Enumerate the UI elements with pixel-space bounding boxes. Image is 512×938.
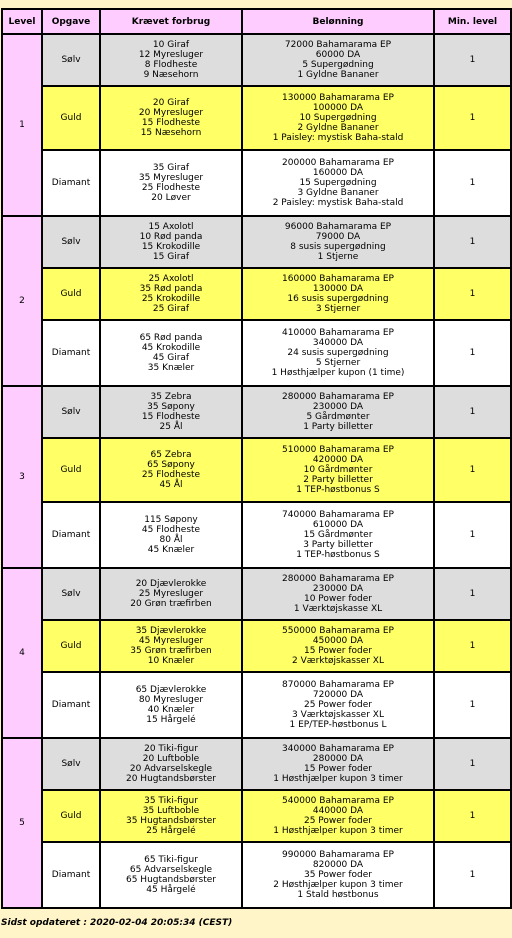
forbrug-line: 35 Søpony (147, 402, 195, 412)
forbrug-line: 25 Ål (159, 422, 183, 432)
forbrug-line: 65 Hugtandsbørster (125, 875, 217, 885)
belonning-line: 440000 DA (312, 806, 364, 816)
belonning-line: 200000 Bahamarama EP (282, 158, 394, 168)
forbrug-line: 45 Myresluger (138, 636, 204, 646)
belonning-line: 1 Værktøjskasse XL (293, 604, 383, 614)
belonning-line: 740000 Bahamarama EP (282, 510, 394, 520)
forbrug-line: 15 Hårgelé (146, 715, 196, 725)
belonning-line: 2 Værktøjskasser XL (292, 656, 384, 666)
belonning-line: 3 Stjerner (315, 304, 361, 314)
forbrug-line: 45 Krokodille (141, 343, 201, 353)
header-row (2, 9, 511, 34)
belonning-cell (242, 790, 434, 842)
forbrug-line: 80 Myresluger (138, 695, 204, 705)
opgave-cell: Diamant (42, 150, 100, 216)
belonning-line: 230000 DA (312, 402, 364, 412)
forbrug-line: 35 Luftboble (142, 806, 200, 816)
rewards-table-container (1, 8, 510, 909)
table-row (2, 268, 511, 320)
belonning-line: 3 Gyldne Bananer (297, 188, 379, 198)
forbrug-cell (100, 268, 242, 320)
min-level-cell: 1 (434, 268, 511, 320)
forbrug-line: 35 Grøn træfirben (130, 646, 212, 656)
table-row (2, 438, 511, 502)
belonning-line: 15 Power foder (303, 646, 372, 656)
belonning-line: 540000 Bahamarama EP (282, 796, 394, 806)
belonning-line: 2 Høsthjælper kupon 3 timer (273, 880, 403, 890)
belonning-cell (242, 34, 434, 86)
min-level-cell: 1 (434, 438, 511, 502)
belonning-line: 1 Stjerne (317, 252, 359, 262)
forbrug-line: 35 Knæler (147, 363, 195, 373)
level-cell: 1 (2, 34, 42, 216)
opgave-cell: Guld (42, 790, 100, 842)
min-level-cell: 1 (434, 568, 511, 620)
belonning-cell (242, 150, 434, 216)
belonning-line: 280000 Bahamarama EP (282, 392, 394, 402)
belonning-line: 2 Party billetter (303, 475, 373, 485)
belonning-cell (242, 438, 434, 502)
forbrug-cell (100, 842, 242, 908)
header-belonning: Belønning (242, 9, 434, 34)
table-row (2, 386, 511, 438)
forbrug-line: 25 Krokodille (141, 294, 201, 304)
forbrug-line: 25 Hårgelé (146, 826, 196, 836)
forbrug-line: 40 Knæler (147, 705, 195, 715)
forbrug-line: 20 Hugtandsbørster (125, 774, 217, 784)
forbrug-cell (100, 34, 242, 86)
belonning-line: 5 Supergødning (302, 60, 374, 70)
forbrug-line: 15 Flodheste (141, 118, 201, 128)
forbrug-line: 10 Knæler (147, 656, 195, 666)
opgave-cell: Diamant (42, 672, 100, 738)
opgave-cell: Sølv (42, 568, 100, 620)
belonning-line: 1 Høsthjælper kupon (1 time) (271, 368, 405, 378)
forbrug-line: 45 Giraf (152, 353, 190, 363)
belonning-line: 10 Supergødning (299, 113, 377, 123)
belonning-line: 3 Værktøjskasser XL (292, 710, 384, 720)
belonning-cell (242, 502, 434, 568)
forbrug-line: 35 Djævlerokke (135, 626, 207, 636)
forbrug-line: 25 Giraf (152, 304, 190, 314)
min-level-cell: 1 (434, 502, 511, 568)
belonning-line: 1 Stald høstbonus (297, 890, 379, 900)
forbrug-line: 25 Flodheste (141, 470, 201, 480)
forbrug-cell (100, 672, 242, 738)
last-updated-footer: Sidst opdateret : 2020-02-04 20:05:34 (CEST) (1, 918, 233, 928)
forbrug-line: 12 Myresluger (138, 50, 204, 60)
belonning-line: 2 Gyldne Bananer (297, 123, 379, 133)
belonning-line: 8 susis supergødning (290, 242, 386, 252)
forbrug-line: 15 Næsehorn (140, 128, 202, 138)
belonning-line: 130000 Bahamarama EP (282, 93, 394, 103)
table-row (2, 86, 511, 150)
forbrug-line: 35 Tiki-figur (144, 796, 198, 806)
header-opgave: Opgave (42, 9, 100, 34)
table-row (2, 842, 511, 908)
belonning-line: 990000 Bahamarama EP (282, 850, 394, 860)
forbrug-line: 35 Myresluger (138, 173, 204, 183)
forbrug-line: 25 Flodheste (141, 183, 201, 193)
table-body (2, 34, 511, 908)
forbrug-line: 80 Ål (159, 535, 183, 545)
belonning-line: 25 Power foder (303, 816, 372, 826)
min-level-cell: 1 (434, 86, 511, 150)
opgave-cell: Diamant (42, 320, 100, 386)
forbrug-line: 20 Luftboble (142, 754, 200, 764)
table-row (2, 34, 511, 86)
table-row (2, 216, 511, 268)
forbrug-line: 45 Flodheste (141, 525, 201, 535)
belonning-line: 1 Høsthjælper kupon 3 timer (273, 774, 403, 784)
min-level-cell: 1 (434, 386, 511, 438)
belonning-line: 100000 DA (312, 103, 364, 113)
belonning-line: 5 Stjerner (315, 358, 361, 368)
belonning-line: 1 Høsthjælper kupon 3 timer (273, 826, 403, 836)
header-level: Level (2, 9, 42, 34)
table-row (2, 620, 511, 672)
opgave-cell: Guld (42, 438, 100, 502)
table-row (2, 502, 511, 568)
forbrug-line: 15 Giraf (152, 252, 190, 262)
belonning-line: 15 Gårdmønter (303, 530, 373, 540)
forbrug-line: 25 Myresluger (138, 589, 204, 599)
belonning-cell (242, 86, 434, 150)
belonning-cell (242, 738, 434, 790)
belonning-line: 16 susis supergødning (287, 294, 389, 304)
forbrug-line: 65 Tiki-figur (144, 855, 198, 865)
belonning-line: 510000 Bahamarama EP (282, 445, 394, 455)
min-level-cell: 1 (434, 672, 511, 738)
opgave-cell: Sølv (42, 738, 100, 790)
belonning-line: 60000 DA (315, 50, 361, 60)
belonning-line: 10 Power foder (303, 594, 372, 604)
belonning-line: 410000 Bahamarama EP (282, 328, 394, 338)
belonning-line: 1 Party billetter (303, 422, 373, 432)
forbrug-line: 35 Hugtandsbørster (125, 816, 217, 826)
belonning-line: 720000 DA (312, 690, 364, 700)
forbrug-cell (100, 738, 242, 790)
level-cell: 3 (2, 386, 42, 568)
belonning-line: 24 susis supergødning (287, 348, 389, 358)
belonning-line: 130000 DA (312, 284, 364, 294)
level-cell: 5 (2, 738, 42, 908)
belonning-line: 1 TEP-høstbonus S (296, 485, 380, 495)
belonning-line: 340000 Bahamarama EP (282, 744, 394, 754)
belonning-cell (242, 568, 434, 620)
belonning-cell (242, 320, 434, 386)
belonning-line: 1 TEP-høstbonus S (296, 550, 380, 560)
belonning-line: 870000 Bahamarama EP (282, 680, 394, 690)
forbrug-cell (100, 568, 242, 620)
level-cell: 2 (2, 216, 42, 386)
rewards-table (1, 8, 512, 909)
level-cell: 4 (2, 568, 42, 738)
forbrug-cell (100, 320, 242, 386)
forbrug-cell (100, 86, 242, 150)
min-level-cell: 1 (434, 790, 511, 842)
forbrug-line: 45 Hårgelé (146, 885, 196, 895)
table-row (2, 790, 511, 842)
forbrug-line: 65 Rød panda (139, 333, 203, 343)
opgave-cell: Diamant (42, 502, 100, 568)
forbrug-line: 20 Tiki-figur (144, 744, 198, 754)
belonning-line: 160000 DA (312, 168, 364, 178)
belonning-line: 230000 DA (312, 584, 364, 594)
belonning-line: 610000 DA (312, 520, 364, 530)
forbrug-cell (100, 438, 242, 502)
belonning-cell (242, 386, 434, 438)
min-level-cell: 1 (434, 620, 511, 672)
table-row (2, 320, 511, 386)
min-level-cell: 1 (434, 738, 511, 790)
opgave-cell: Guld (42, 86, 100, 150)
belonning-line: 2 Paisley: mystisk Baha-stald (272, 198, 404, 208)
forbrug-cell (100, 502, 242, 568)
forbrug-line: 45 Ål (159, 480, 183, 490)
forbrug-line: 10 Rød panda (139, 232, 203, 242)
belonning-line: 10 Gårdmønter (303, 465, 373, 475)
forbrug-line: 20 Løver (151, 193, 191, 203)
forbrug-cell (100, 216, 242, 268)
forbrug-line: 15 Flodheste (141, 412, 201, 422)
belonning-line: 79000 DA (315, 232, 361, 242)
forbrug-line: 115 Søpony (144, 515, 198, 525)
opgave-cell: Diamant (42, 842, 100, 908)
forbrug-line: 35 Rød panda (139, 284, 203, 294)
min-level-cell: 1 (434, 34, 511, 86)
belonning-line: 1 Gyldne Bananer (297, 70, 379, 80)
forbrug-line: 15 Krokodille (141, 242, 201, 252)
forbrug-cell (100, 620, 242, 672)
table-row (2, 568, 511, 620)
forbrug-line: 10 Giraf (152, 40, 190, 50)
forbrug-cell (100, 790, 242, 842)
belonning-cell (242, 216, 434, 268)
forbrug-cell (100, 150, 242, 216)
belonning-line: 25 Power foder (303, 700, 372, 710)
belonning-line: 96000 Bahamarama EP (284, 222, 392, 232)
forbrug-line: 8 Flodheste (144, 60, 198, 70)
forbrug-line: 65 Djævlerokke (135, 685, 207, 695)
min-level-cell: 1 (434, 216, 511, 268)
opgave-cell: Sølv (42, 216, 100, 268)
belonning-cell (242, 268, 434, 320)
opgave-cell: Sølv (42, 386, 100, 438)
table-row (2, 672, 511, 738)
opgave-cell: Guld (42, 620, 100, 672)
forbrug-line: 35 Zebra (150, 392, 192, 402)
forbrug-line: 20 Grøn træfirben (130, 599, 212, 609)
forbrug-line: 35 Giraf (152, 163, 190, 173)
belonning-cell (242, 842, 434, 908)
forbrug-line: 15 Axolotl (148, 222, 194, 232)
forbrug-line: 20 Giraf (152, 98, 190, 108)
belonning-line: 420000 DA (312, 455, 364, 465)
forbrug-line: 65 Advarselskegle (129, 865, 213, 875)
belonning-line: 72000 Bahamarama EP (284, 40, 392, 50)
belonning-cell (242, 620, 434, 672)
belonning-cell (242, 672, 434, 738)
table-row (2, 150, 511, 216)
belonning-line: 1 Paisley: mystisk Baha-stald (272, 133, 404, 143)
min-level-cell: 1 (434, 320, 511, 386)
belonning-line: 5 Gårdmønter (306, 412, 370, 422)
min-level-cell: 1 (434, 842, 511, 908)
belonning-line: 15 Supergødning (299, 178, 377, 188)
forbrug-cell (100, 386, 242, 438)
opgave-cell: Guld (42, 268, 100, 320)
belonning-line: 35 Power foder (303, 870, 372, 880)
header-min-level: Min. level (434, 9, 511, 34)
belonning-line: 820000 DA (312, 860, 364, 870)
forbrug-line: 20 Djævlerokke (135, 579, 207, 589)
belonning-line: 3 Party billetter (303, 540, 373, 550)
belonning-line: 550000 Bahamarama EP (282, 626, 394, 636)
belonning-line: 340000 DA (312, 338, 364, 348)
forbrug-line: 45 Knæler (147, 545, 195, 555)
table-row (2, 738, 511, 790)
forbrug-line: 9 Næsehorn (143, 70, 199, 80)
belonning-line: 160000 Bahamarama EP (282, 274, 394, 284)
header-kraevet-forbrug: Krævet forbrug (100, 9, 242, 34)
forbrug-line: 25 Axolotl (148, 274, 194, 284)
belonning-line: 450000 DA (312, 636, 364, 646)
forbrug-line: 20 Myresluger (138, 108, 204, 118)
forbrug-line: 65 Zebra (150, 450, 192, 460)
belonning-line: 280000 Bahamarama EP (282, 574, 394, 584)
forbrug-line: 65 Søpony (147, 460, 195, 470)
belonning-line: 280000 DA (312, 754, 364, 764)
forbrug-line: 20 Advarselskegle (129, 764, 213, 774)
belonning-line: 1 EP/TEP-høstbonus L (289, 720, 387, 730)
belonning-line: 15 Power foder (303, 764, 372, 774)
min-level-cell: 1 (434, 150, 511, 216)
opgave-cell: Sølv (42, 34, 100, 86)
